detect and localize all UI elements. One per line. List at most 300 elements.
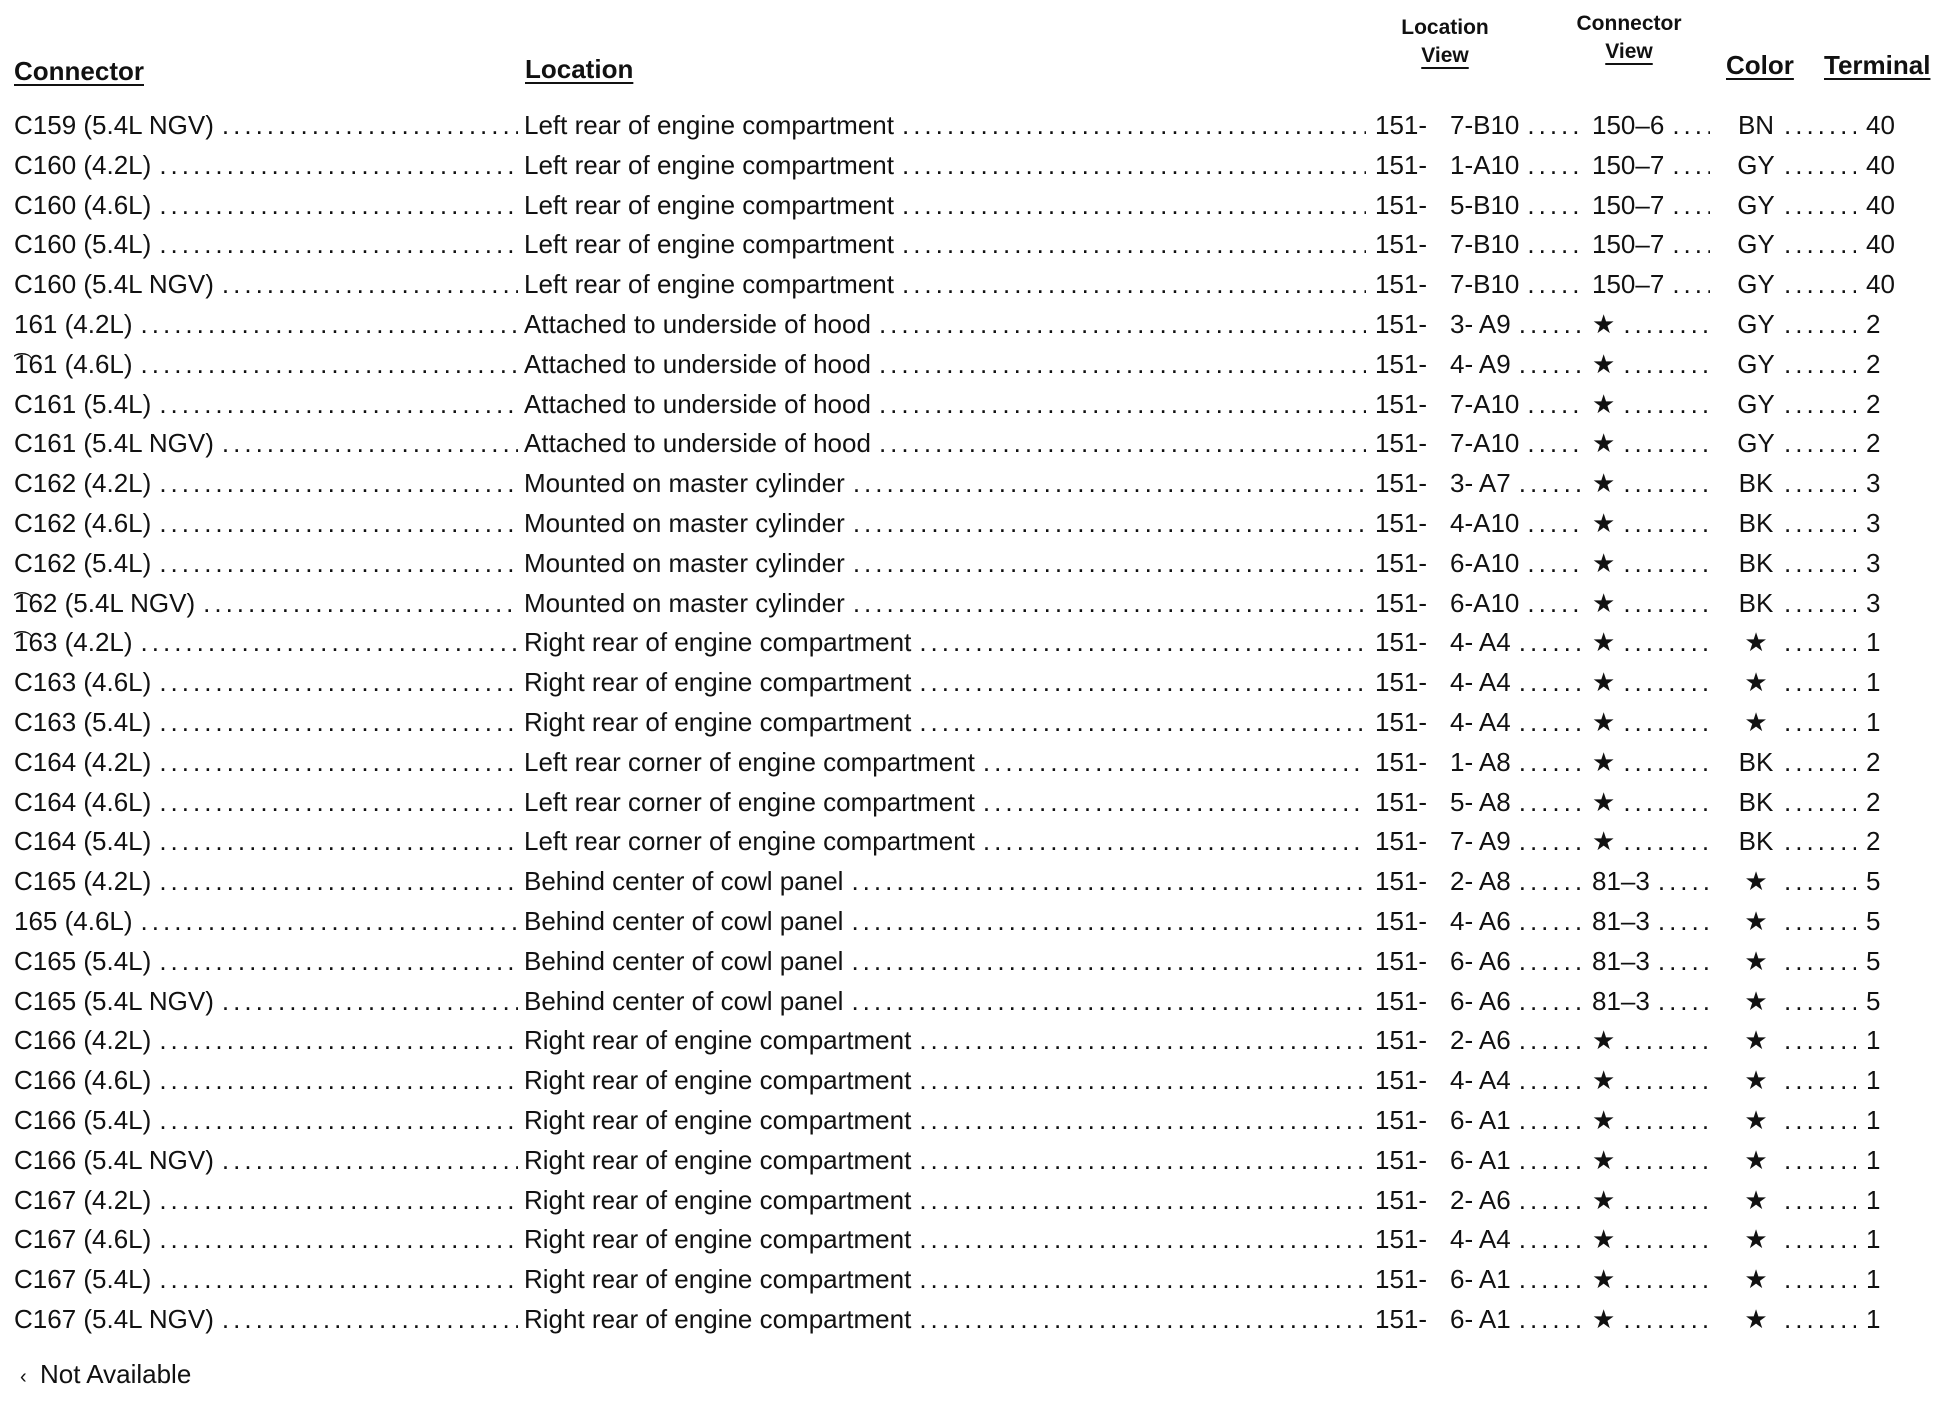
cell-color	[1736, 1101, 1862, 1141]
cell-terminal	[1866, 1141, 1906, 1181]
cell-terminal	[1866, 305, 1906, 345]
cell-location-view-code	[1450, 345, 1590, 385]
cell-connector-text: C162 (4.6L)	[14, 507, 152, 538]
leader-dots	[851, 902, 1366, 942]
cell-location-view-code-text: 2- A6	[1450, 1184, 1511, 1215]
header-location-view-line2: View	[1421, 44, 1469, 67]
cell-location-view-code	[1450, 942, 1590, 982]
cell-connector-text: C162 (5.4L)	[14, 547, 152, 578]
cell-location-view-code	[1450, 106, 1590, 146]
cell-connector-view-text: ★	[1592, 1104, 1616, 1135]
cell-location-view-code-text: 6- A1	[1450, 1144, 1511, 1175]
cell-location	[524, 305, 1372, 345]
header-color: Color	[1726, 50, 1794, 80]
cell-connector-text: C159 (5.4L NGV)	[14, 110, 214, 140]
cell-color	[1736, 663, 1862, 703]
leader-dots	[1519, 783, 1584, 823]
cell-location-view-prefix-text: 151-	[1375, 587, 1428, 618]
header-location: Location	[525, 54, 634, 84]
cell-color-text: GY	[1737, 348, 1775, 379]
cell-location-view-code	[1450, 305, 1590, 345]
table-row	[0, 822, 1952, 862]
cell-color-text: ★	[1744, 1184, 1768, 1215]
cell-connector-view-text: ★	[1592, 348, 1616, 379]
leader-dots	[1784, 146, 1856, 186]
cell-color	[1736, 942, 1862, 982]
leader-dots	[919, 1181, 1366, 1221]
cell-terminal	[1866, 186, 1906, 226]
cell-location	[524, 1181, 1372, 1221]
cell-connector-view	[1592, 146, 1716, 186]
cell-color-text: BK	[1738, 587, 1774, 618]
cell-location-text: Right rear of engine compartment	[524, 1025, 912, 1056]
cell-color-text: BK	[1738, 786, 1774, 817]
header-connector-view	[1562, 10, 1696, 66]
leader-dots	[1784, 345, 1856, 385]
cell-connector-text: C163 (4.6L)	[14, 667, 152, 698]
cell-connector-view-text: ★	[1592, 667, 1616, 698]
cell-location-view-code	[1450, 1021, 1590, 1061]
cell-connector-view-text: 150–7	[1592, 269, 1665, 300]
cell-connector	[14, 982, 524, 1022]
table-row	[0, 1061, 1952, 1101]
cell-connector-view-text: ★	[1592, 746, 1616, 777]
leader-dots	[1519, 345, 1584, 385]
cell-terminal-text: 1	[1866, 706, 1881, 737]
cell-connector-text: C163 (5.4L)	[14, 706, 152, 737]
cell-connector-view	[1592, 1181, 1716, 1221]
leader-dots	[222, 982, 518, 1022]
cell-terminal-text: 2	[1866, 826, 1881, 857]
cell-location-view-code-text: 6- A1	[1450, 1264, 1511, 1295]
cell-connector-view-text: ★	[1592, 468, 1616, 499]
table-row	[0, 1260, 1952, 1300]
leader-dots	[919, 1061, 1366, 1101]
leader-dots	[1784, 186, 1856, 226]
cell-location-view-prefix-text: 151-	[1375, 1264, 1428, 1295]
cell-color-text: BK	[1738, 547, 1774, 578]
leader-dots	[1623, 822, 1710, 862]
cell-location-text: Right rear of engine compartment	[524, 667, 912, 698]
leader-dots	[1784, 1141, 1856, 1181]
cell-color-text: BK	[1738, 746, 1774, 777]
leader-dots	[159, 703, 518, 743]
cell-location-view-code-text: 7- A9	[1450, 826, 1511, 857]
cell-connector-text: ͡161 (4.6L)	[14, 348, 133, 379]
leader-dots	[879, 424, 1366, 464]
leader-dots	[1784, 504, 1856, 544]
cell-terminal-text: 3	[1866, 507, 1881, 538]
leader-dots	[159, 1260, 518, 1300]
cell-location	[524, 1260, 1372, 1300]
cell-terminal	[1866, 1300, 1906, 1340]
cell-terminal-text: 1	[1866, 627, 1881, 658]
cell-terminal-text: 40	[1866, 110, 1895, 140]
table-row	[0, 663, 1952, 703]
cell-connector-view	[1592, 942, 1716, 982]
table-row	[0, 783, 1952, 823]
leader-dots	[222, 1141, 518, 1181]
leader-dots	[1519, 703, 1584, 743]
cell-terminal-text: 3	[1866, 468, 1881, 499]
leader-dots	[1519, 623, 1584, 663]
cell-terminal	[1866, 1101, 1906, 1141]
cell-location-view-prefix	[1375, 1061, 1445, 1101]
cell-connector	[14, 1220, 524, 1260]
leader-dots	[1784, 106, 1856, 146]
cell-location	[524, 186, 1372, 226]
cell-location-text: Attached to underside of hood	[524, 348, 871, 379]
cell-location	[524, 544, 1372, 584]
header-connector-view-line2: View	[1605, 40, 1653, 63]
cell-terminal-text: 40	[1866, 269, 1895, 300]
leader-dots	[1784, 783, 1856, 823]
leader-dots	[983, 783, 1366, 823]
cell-connector-text: C167 (5.4L)	[14, 1264, 152, 1295]
leader-dots	[1658, 942, 1710, 982]
leader-dots	[1672, 146, 1710, 186]
cell-location-view-code-text: 4- A4	[1450, 706, 1511, 737]
leader-dots	[1623, 623, 1710, 663]
cell-color	[1736, 265, 1862, 305]
cell-connector-view-text: 150–7	[1592, 229, 1665, 260]
leader-dots	[853, 504, 1366, 544]
leader-dots	[1527, 146, 1584, 186]
leader-dots	[159, 544, 518, 584]
cell-location	[524, 385, 1372, 425]
cell-connector-view	[1592, 1021, 1716, 1061]
leader-dots	[919, 1220, 1366, 1260]
leader-dots	[1784, 1300, 1856, 1340]
table-row	[0, 385, 1952, 425]
cell-connector-text: C165 (5.4L NGV)	[14, 985, 214, 1016]
cell-location-text: Right rear of engine compartment	[524, 1104, 912, 1135]
cell-location-view-code	[1450, 424, 1590, 464]
cell-connector	[14, 783, 524, 823]
cell-connector-view	[1592, 1260, 1716, 1300]
cell-location-text: Right rear of engine compartment	[524, 1144, 912, 1175]
leader-dots	[159, 783, 518, 823]
cell-connector-text: C161 (5.4L NGV)	[14, 428, 214, 459]
leader-dots	[159, 385, 518, 425]
cell-connector	[14, 186, 524, 226]
cell-location	[524, 982, 1372, 1022]
leader-dots	[919, 1101, 1366, 1141]
cell-color	[1736, 225, 1862, 265]
cell-connector	[14, 1101, 524, 1141]
cell-location-view-prefix-text: 151-	[1375, 985, 1428, 1016]
cell-location-view-prefix	[1375, 703, 1445, 743]
cell-connector-text: C160 (5.4L NGV)	[14, 269, 214, 300]
cell-color	[1736, 783, 1862, 823]
cell-location-text: Left rear of engine compartment	[524, 189, 894, 220]
cell-location	[524, 1141, 1372, 1181]
table-row	[0, 862, 1952, 902]
cell-location-view-code-text: 6- A1	[1450, 1104, 1511, 1135]
cell-connector-view	[1592, 345, 1716, 385]
cell-location-view-code	[1450, 544, 1590, 584]
leader-dots	[902, 106, 1366, 146]
leader-dots	[1784, 265, 1856, 305]
cell-color	[1736, 584, 1862, 624]
cell-location-view-prefix	[1375, 584, 1445, 624]
leader-dots	[1784, 1021, 1856, 1061]
cell-color	[1736, 902, 1862, 942]
leader-dots	[902, 186, 1366, 226]
cell-connector-view-text: ★	[1592, 1303, 1616, 1334]
cell-location-view-prefix-text: 151-	[1375, 149, 1428, 180]
cell-location-view-prefix	[1375, 623, 1445, 663]
cell-location	[524, 1101, 1372, 1141]
cell-location-view-code-text: 4- A4	[1450, 1065, 1511, 1096]
cell-location-view-prefix	[1375, 305, 1445, 345]
cell-connector-view-text: 150–7	[1592, 189, 1665, 220]
table-row	[0, 265, 1952, 305]
cell-color	[1736, 464, 1862, 504]
cell-connector	[14, 385, 524, 425]
cell-connector-view	[1592, 265, 1716, 305]
cell-location	[524, 1300, 1372, 1340]
cell-connector-view-text: ★	[1592, 786, 1616, 817]
cell-color-text: GY	[1737, 229, 1775, 260]
leader-dots	[1672, 265, 1710, 305]
leader-dots	[879, 385, 1366, 425]
cell-color	[1736, 305, 1862, 345]
cell-color	[1736, 544, 1862, 584]
leader-dots	[1672, 186, 1710, 226]
cell-location-view-code-text: 3- A9	[1450, 308, 1511, 339]
leader-dots	[1519, 464, 1584, 504]
cell-location-text: Right rear of engine compartment	[524, 1224, 912, 1255]
table-row	[0, 1101, 1952, 1141]
cell-location-view-code	[1450, 146, 1590, 186]
leader-dots	[1527, 225, 1584, 265]
leader-dots	[853, 584, 1366, 624]
cell-connector-view	[1592, 743, 1716, 783]
leader-dots	[141, 305, 518, 345]
leader-dots	[1519, 1061, 1584, 1101]
leader-dots	[1784, 1101, 1856, 1141]
cell-location-view-prefix-text: 151-	[1375, 308, 1428, 339]
cell-connector	[14, 225, 524, 265]
cell-location-view-code	[1450, 902, 1590, 942]
cell-location-view-code-text: 7-B10	[1450, 110, 1520, 140]
cell-connector-view-text: ★	[1592, 587, 1616, 618]
leader-dots	[1527, 584, 1584, 624]
cell-connector-text: C167 (4.6L)	[14, 1224, 152, 1255]
cell-location	[524, 663, 1372, 703]
leader-dots	[1519, 942, 1584, 982]
leader-dots	[1784, 822, 1856, 862]
leader-dots	[1784, 424, 1856, 464]
cell-location-text: Mounted on master cylinder	[524, 507, 845, 538]
cell-connector-view-text: ★	[1592, 428, 1616, 459]
leader-dots	[1784, 584, 1856, 624]
cell-location	[524, 584, 1372, 624]
leader-dots	[1784, 663, 1856, 703]
cell-terminal	[1866, 385, 1906, 425]
cell-connector-text: C167 (4.2L)	[14, 1184, 152, 1215]
cell-location-view-code-text: 7-A10	[1450, 428, 1520, 459]
cell-connector-text: C162 (4.2L)	[14, 468, 152, 499]
leader-dots	[919, 663, 1366, 703]
cell-location-text: Mounted on master cylinder	[524, 547, 845, 578]
cell-terminal	[1866, 942, 1906, 982]
table-row	[0, 106, 1952, 146]
cell-location-view-prefix	[1375, 1260, 1445, 1300]
cell-location-text: Right rear of engine compartment	[524, 706, 912, 737]
cell-color-text: ★	[1744, 706, 1768, 737]
cell-connector	[14, 106, 524, 146]
cell-connector-view-text: 81–3	[1592, 905, 1650, 936]
cell-color-text: GY	[1737, 388, 1775, 419]
leader-dots	[1623, 464, 1710, 504]
cell-location-view-prefix-text: 151-	[1375, 1065, 1428, 1096]
leader-dots	[1623, 1021, 1710, 1061]
table-row	[0, 1181, 1952, 1221]
leader-dots	[1658, 902, 1710, 942]
cell-connector	[14, 623, 524, 663]
cell-terminal-text: 3	[1866, 547, 1881, 578]
cell-color	[1736, 186, 1862, 226]
cell-location-view-prefix	[1375, 385, 1445, 425]
cell-location-view-prefix-text: 151-	[1375, 667, 1428, 698]
cell-location-view-prefix-text: 151-	[1375, 746, 1428, 777]
cell-location-text: Mounted on master cylinder	[524, 587, 845, 618]
leader-dots	[159, 146, 518, 186]
cell-color	[1736, 345, 1862, 385]
leader-dots	[141, 623, 518, 663]
leader-dots	[983, 822, 1366, 862]
cell-terminal	[1866, 623, 1906, 663]
cell-location-view-code	[1450, 1300, 1590, 1340]
leader-dots	[1658, 982, 1710, 1022]
leader-dots	[1623, 504, 1710, 544]
leader-dots	[159, 743, 518, 783]
table-row	[0, 544, 1952, 584]
cell-location	[524, 783, 1372, 823]
cell-connector	[14, 345, 524, 385]
leader-dots	[1519, 1141, 1584, 1181]
cell-connector	[14, 902, 524, 942]
cell-location-view-code	[1450, 1061, 1590, 1101]
cell-terminal	[1866, 424, 1906, 464]
cell-terminal-text: 2	[1866, 388, 1881, 419]
cell-terminal	[1866, 982, 1906, 1022]
cell-terminal-text: 1	[1866, 1303, 1881, 1334]
leader-dots	[919, 1141, 1366, 1181]
leader-dots	[919, 703, 1366, 743]
leader-dots	[902, 225, 1366, 265]
cell-location-view-code-text: 6- A6	[1450, 985, 1511, 1016]
cell-location-view-code	[1450, 186, 1590, 226]
cell-connector	[14, 942, 524, 982]
leader-dots	[159, 464, 518, 504]
cell-location-view-prefix-text: 151-	[1375, 189, 1428, 220]
table-row	[0, 345, 1952, 385]
leader-dots	[1519, 663, 1584, 703]
leader-dots	[902, 146, 1366, 186]
cell-location	[524, 942, 1372, 982]
leader-dots	[1623, 345, 1710, 385]
leader-dots	[1527, 265, 1584, 305]
cell-location-view-code-text: 6- A1	[1450, 1303, 1511, 1334]
cell-terminal	[1866, 464, 1906, 504]
leader-dots	[1519, 1300, 1584, 1340]
cell-color-text: ★	[1744, 905, 1768, 936]
cell-color	[1736, 146, 1862, 186]
table-row	[0, 424, 1952, 464]
cell-location-view-prefix	[1375, 1141, 1445, 1181]
cell-location	[524, 1021, 1372, 1061]
leader-dots	[1784, 1061, 1856, 1101]
cell-location-view-prefix	[1375, 1181, 1445, 1221]
leader-dots	[853, 544, 1366, 584]
cell-connector-text: ͡162 (5.4L NGV)	[14, 587, 196, 618]
cell-location-view-code	[1450, 663, 1590, 703]
cell-color-text: ★	[1744, 1104, 1768, 1135]
header-connector-view-line1: Connector	[1576, 12, 1682, 35]
leader-dots	[159, 504, 518, 544]
leader-dots	[1519, 305, 1584, 345]
cell-connector-view-text: ★	[1592, 826, 1616, 857]
cell-connector-view-text: ★	[1592, 1144, 1616, 1175]
cell-location-view-code-text: 3- A7	[1450, 468, 1511, 499]
cell-location-view-prefix-text: 151-	[1375, 388, 1428, 419]
table-row	[0, 623, 1952, 663]
cell-location-view-prefix	[1375, 186, 1445, 226]
cell-location-view-code-text: 5- A8	[1450, 786, 1511, 817]
cell-connector-view	[1592, 504, 1716, 544]
leader-dots	[919, 1021, 1366, 1061]
cell-terminal-text: 2	[1866, 308, 1881, 339]
cell-connector	[14, 703, 524, 743]
cell-location-text: Right rear of engine compartment	[524, 1184, 912, 1215]
cell-connector-text: ͡163 (4.2L)	[14, 627, 133, 658]
cell-location-view-code-text: 7-B10	[1450, 269, 1520, 300]
cell-location-text: Left rear corner of engine compartment	[524, 786, 975, 817]
cell-connector-view	[1592, 1061, 1716, 1101]
cell-location-view-prefix	[1375, 106, 1445, 146]
cell-location-view-code	[1450, 1141, 1590, 1181]
cell-location-view-code	[1450, 982, 1590, 1022]
leader-dots	[159, 1181, 518, 1221]
cell-connector-view-text: ★	[1592, 1264, 1616, 1295]
leader-dots	[1623, 544, 1710, 584]
cell-connector	[14, 1300, 524, 1340]
cell-terminal-text: 2	[1866, 746, 1881, 777]
leader-dots	[919, 1300, 1366, 1340]
leader-dots	[1623, 1300, 1710, 1340]
cell-connector-view	[1592, 703, 1716, 743]
cell-connector-text: C160 (5.4L)	[14, 229, 152, 260]
cell-terminal	[1866, 345, 1906, 385]
leader-dots	[1623, 783, 1710, 823]
cell-color	[1736, 862, 1862, 902]
table-row	[0, 584, 1952, 624]
leader-dots	[1623, 385, 1710, 425]
leader-dots	[159, 942, 518, 982]
cell-terminal-text: 40	[1866, 189, 1895, 220]
cell-color-text: ★	[1744, 1303, 1768, 1334]
cell-connector-text: 161 (4.2L)	[14, 308, 133, 339]
leader-dots	[879, 305, 1366, 345]
cell-location-view-prefix-text: 151-	[1375, 945, 1428, 976]
leader-dots	[1519, 902, 1584, 942]
cell-terminal-text: 1	[1866, 1184, 1881, 1215]
footnote-text: Not Available	[40, 1359, 192, 1389]
table-row	[0, 1300, 1952, 1340]
